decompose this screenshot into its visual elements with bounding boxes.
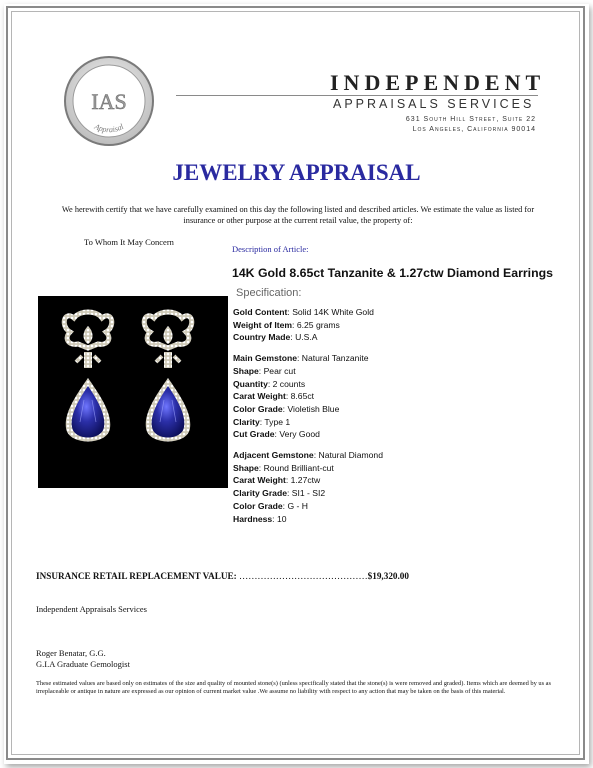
address-line-2: Los Angeles, California 90014 bbox=[412, 126, 536, 133]
spec-value: Type 1 bbox=[264, 416, 291, 427]
spec-value: G - H bbox=[287, 500, 308, 511]
spec-row bbox=[233, 500, 563, 513]
spec-row bbox=[233, 403, 563, 416]
spec-separator: : bbox=[297, 353, 302, 364]
spec-separator: : bbox=[286, 488, 292, 499]
spec-value: Pear cut bbox=[263, 365, 296, 376]
spec-separator: : bbox=[258, 462, 264, 473]
spec-key: Quantity bbox=[233, 378, 268, 389]
specification-label: Specification: bbox=[236, 287, 302, 299]
spec-group bbox=[233, 306, 563, 344]
spec-key: Hardness bbox=[233, 513, 273, 524]
spec-value: Natural Tanzanite bbox=[301, 353, 369, 364]
spec-key: Country Made bbox=[233, 332, 291, 343]
ias-logo bbox=[63, 55, 155, 147]
spec-key: Color Grade bbox=[233, 403, 283, 414]
spec-row bbox=[233, 416, 563, 429]
spec-row bbox=[233, 487, 563, 500]
disclaimer-text: These estimated values are based only on estimates of the size and quality of mounted stone(s) (unless specifically stated that the stone(s) is were removed and graded). Items which are deemed by us as irreplaceable or antique in nature are expressed as our opinion of current market value .We assume no liability with respect to any action that may be taken on the basis of this material. bbox=[36, 680, 551, 696]
spec-value: 1.27ctw bbox=[290, 475, 321, 486]
article-title: 14K Gold 8.65ct Tanzanite & 1.27ctw Diamond Earrings bbox=[232, 266, 553, 280]
appraiser-title: G.I.A Graduate Gemologist bbox=[36, 659, 130, 669]
spec-row bbox=[233, 428, 563, 441]
spec-value: Solid 14K White Gold bbox=[292, 307, 374, 317]
spec-value: 8.65ct bbox=[290, 391, 315, 402]
insurance-value-amount: $19,320.00 bbox=[367, 571, 409, 581]
spec-value: 6.25 grams bbox=[296, 319, 340, 330]
spec-separator: : bbox=[259, 416, 265, 427]
spec-row bbox=[233, 390, 563, 403]
spec-row bbox=[233, 462, 563, 475]
address-line-1: 631 South Hill Street, Suite 22 bbox=[405, 116, 536, 123]
spec-key: Shape bbox=[233, 462, 259, 473]
brand-subtitle: APPRAISALS SERVICES bbox=[333, 97, 535, 111]
spec-key: Carat Weight bbox=[233, 475, 286, 486]
spec-row bbox=[233, 306, 563, 319]
spec-value: Round Brilliant-cut bbox=[263, 462, 334, 473]
brand-divider bbox=[176, 95, 538, 96]
spec-separator: : bbox=[287, 307, 293, 317]
spec-separator: : bbox=[285, 475, 291, 486]
spec-row bbox=[233, 449, 563, 462]
spec-separator: : bbox=[267, 378, 273, 389]
spec-separator: : bbox=[290, 332, 296, 343]
spec-group bbox=[233, 352, 563, 441]
appraiser-name: Roger Benatar, G.G. bbox=[36, 648, 106, 658]
spec-separator: : bbox=[292, 319, 297, 330]
spec-key: Gold Content bbox=[233, 307, 288, 317]
description-label: Description of Article: bbox=[232, 244, 309, 254]
spec-row bbox=[233, 513, 563, 526]
specifications-list bbox=[233, 306, 563, 533]
spec-key: Carat Weight bbox=[233, 391, 286, 402]
earrings-photo bbox=[38, 296, 228, 488]
spec-group bbox=[233, 449, 563, 525]
spec-key: Clarity bbox=[233, 416, 260, 427]
spec-separator: : bbox=[282, 403, 288, 414]
brand-address bbox=[300, 115, 536, 135]
insurance-value-label: INSURANCE RETAIL REPLACEMENT VALUE: bbox=[36, 571, 237, 581]
spec-key: Clarity Grade bbox=[233, 488, 287, 499]
spec-value: SI1 - SI2 bbox=[291, 488, 326, 499]
spec-row bbox=[233, 474, 563, 487]
spec-separator: : bbox=[272, 513, 277, 524]
insurance-value-dots: …………………………………… bbox=[239, 571, 368, 581]
spec-key: Shape bbox=[233, 365, 259, 376]
spec-separator: : bbox=[282, 500, 288, 511]
spec-value: Very Good bbox=[279, 429, 320, 440]
spec-row bbox=[233, 365, 563, 378]
insurance-value-line bbox=[36, 571, 409, 581]
logo-letters: IAS bbox=[91, 89, 127, 114]
spec-value: U.S.A bbox=[295, 332, 318, 343]
spec-value: 2 counts bbox=[272, 378, 306, 389]
logo-ring-text: Appraisal bbox=[92, 121, 126, 135]
certification-text: We herewith certify that we have carefully examined on this day the following listed and described articles. We estimate the value as listed for insurance or other purpose at the current retail value, the property of: bbox=[61, 205, 535, 225]
spec-row bbox=[233, 331, 563, 344]
spec-row bbox=[233, 378, 563, 391]
document-title: JEWELRY APPRAISAL bbox=[172, 160, 421, 185]
spec-separator: : bbox=[258, 365, 264, 376]
spec-key: Cut Grade bbox=[233, 429, 275, 440]
appraiser-block bbox=[36, 648, 130, 670]
spec-row bbox=[233, 319, 563, 332]
spec-separator: : bbox=[313, 450, 319, 461]
spec-separator: : bbox=[274, 429, 280, 440]
spec-row bbox=[233, 352, 563, 365]
spec-key: Color Grade bbox=[233, 500, 283, 511]
brand-name: INDEPENDENT bbox=[330, 70, 546, 95]
spec-key: Adjacent Gemstone bbox=[233, 450, 314, 461]
spec-key: Main Gemstone bbox=[233, 353, 297, 364]
recipient: To Whom It May Concern bbox=[84, 237, 174, 247]
spec-value: Natural Diamond bbox=[318, 450, 383, 461]
spec-value: 10 bbox=[276, 513, 287, 524]
company-signature: Independent Appraisals Services bbox=[36, 604, 147, 614]
spec-key: Weight of Item bbox=[233, 319, 293, 330]
spec-value: Violetish Blue bbox=[287, 403, 340, 414]
spec-separator: : bbox=[285, 391, 291, 402]
